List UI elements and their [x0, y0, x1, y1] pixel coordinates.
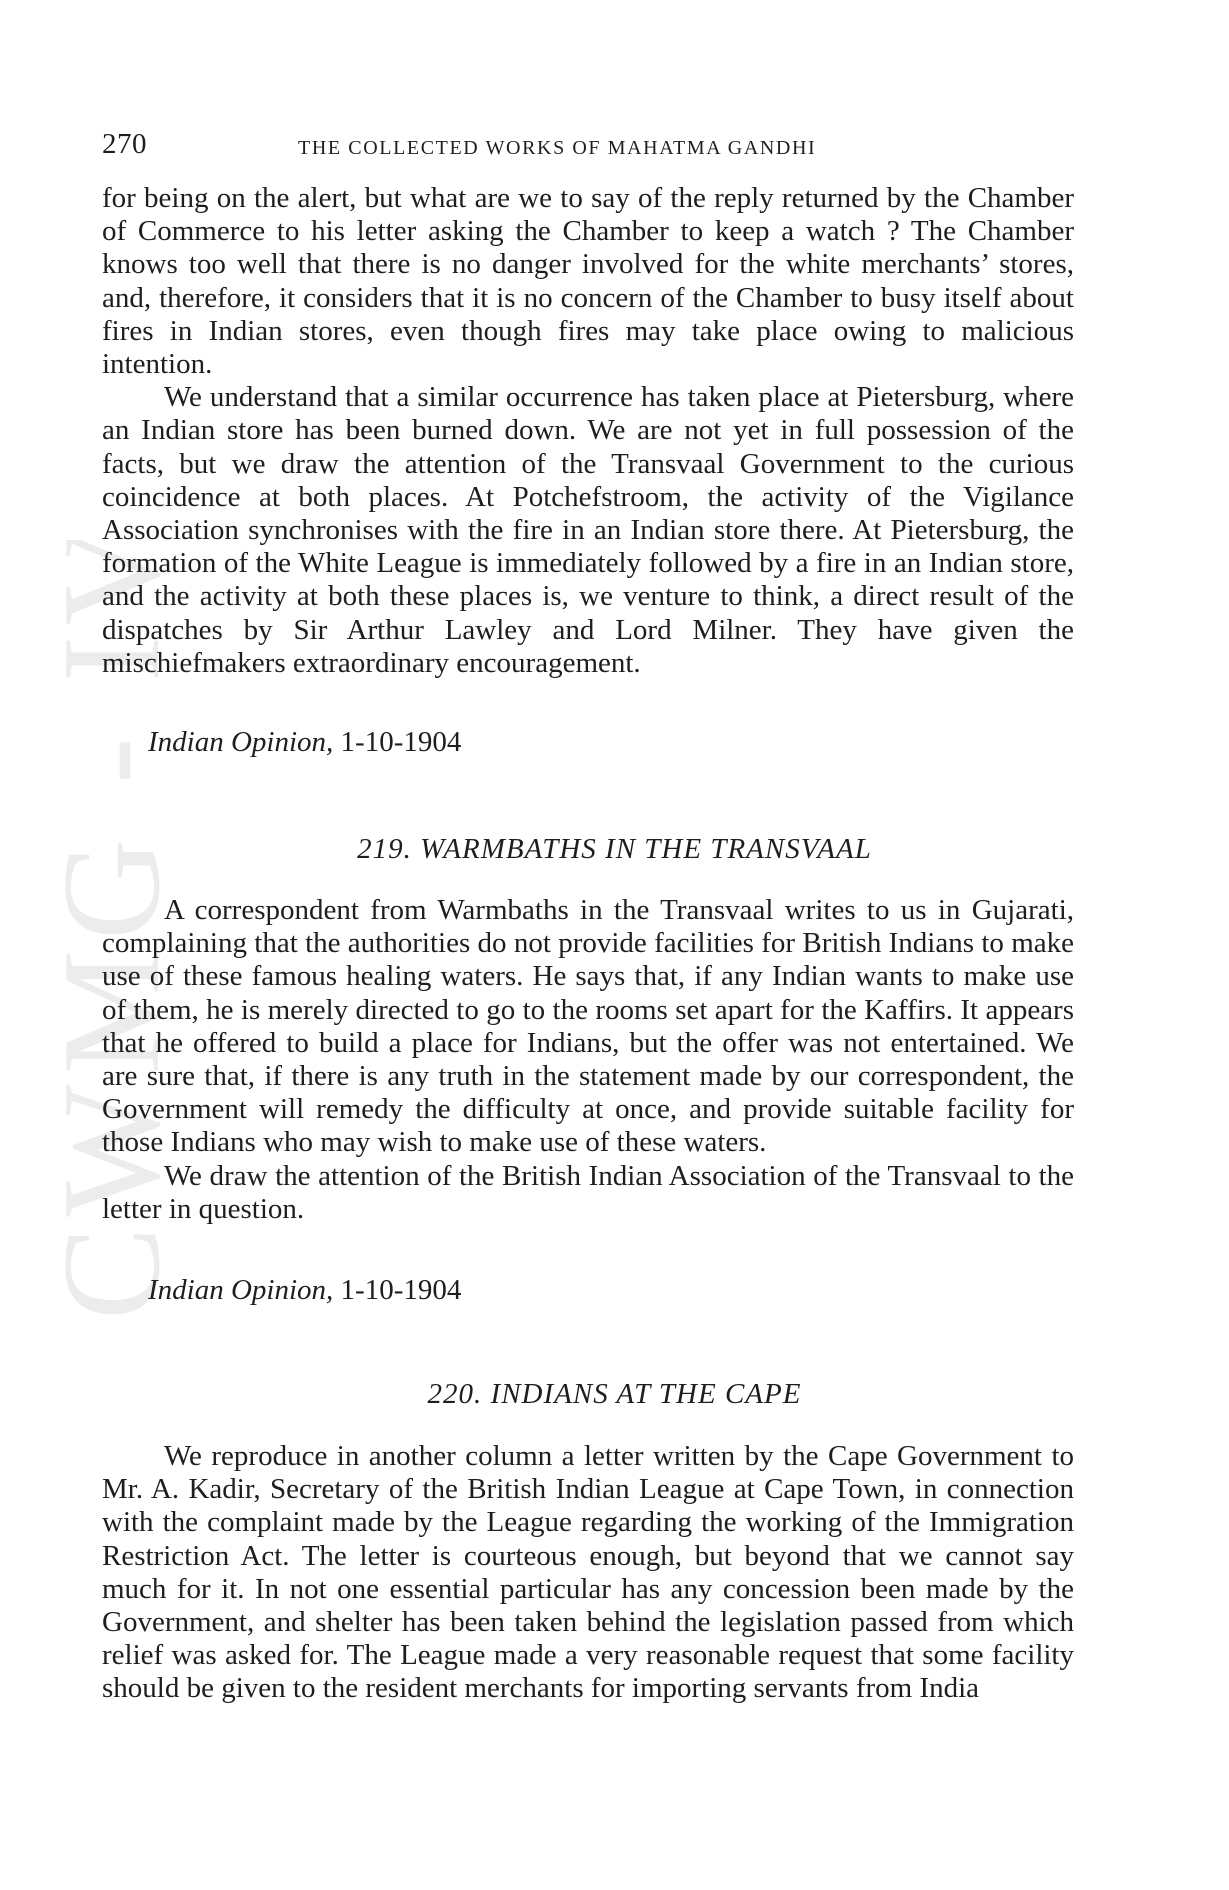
paragraph: We reproduce in another column a letter written by the Cape Government to Mr. A. Kadir, Secretary of the British Indian League at Cape Town, in connection with the complaint made by the League regarding the working of the Immigration Restriction Act. The letter is courteous enough, but beyond that we cannot say much for it. In not one essential particular has any concession been made by the Government, and shelter has been taken behind the legislation passed from which relief was asked for. The League made a very reasonable request that some facility should be given to the resident merchants for importing servants from India	[102, 1440, 1074, 1705]
source-citation	[148, 725, 461, 759]
paragraph: for being on the alert, but what are we to say of the reply returned by the Chamber of Commerce to his letter asking the Chamber to keep a watch ? The Chamber knows too well that there is no danger involved for the white merchants’ stores, and, therefore, it considers that it is no concern of the Chamber to busy itself about fires in Indian stores, even though fires may take place owing to malicious intention.	[102, 182, 1074, 381]
source-citation	[148, 1273, 461, 1307]
paragraph: We draw the attention of the British Indian Association of the Transvaal to the letter in question.	[102, 1159, 1074, 1225]
source-date: 1-10-1904	[340, 1274, 462, 1306]
running-head: THE COLLECTED WORKS OF MAHATMA GANDHI	[298, 137, 817, 159]
source-publication: Indian Opinion,	[148, 726, 334, 758]
section-title-220: 220. INDIANS AT THE CAPE	[427, 1378, 802, 1410]
page-number: 270	[102, 128, 147, 160]
source-date: 1-10-1904	[340, 726, 462, 758]
section-219-body	[102, 894, 1074, 1226]
source-publication: Indian Opinion,	[148, 1274, 334, 1306]
paragraph: We understand that a similar occurrence has taken place at Pietersburg, where an Indian store has been burned down. We are not yet in full possession of the facts, but we draw the attention of the Transvaal Government to the curious coincidence at both places. At Potchefstroom, the activity of the Vigilance Association synchronises with the fire in an Indian store there. At Pietersburg, the formation of the White League is immediately followed by a fire in an Indian store, and the activity at both these places is, we venture to think, a direct result of the dispatches by Sir Arthur Lawley and Lord Milner. They have given the mischiefmakers extraordinary encouragement.	[102, 381, 1074, 679]
section-220-body	[102, 1440, 1074, 1706]
continuation-article	[102, 182, 1074, 680]
watermark-text: CWMG I	[58, 625, 178, 1320]
page-header	[102, 128, 1072, 164]
section-title-219: 219. WARMBATHS IN THE TRANSVAAL	[357, 833, 872, 865]
paragraph: A correspondent from Warmbaths in the Transvaal writes to us in Gujarati, complaining that the authorities do not provide facilities for British Indians to make use of these famous healing waters. He says that, if any Indian wants to make use of them, he is merely directed to go to the rooms set apart for the Kaffirs. It appears that he offered to build a place for Indians, but the offer was not entertained. We are sure that, if there is any truth in the statement made by our correspondent, the Government will remedy the difficulty at once, and provide suitable facility for those Indians who may wish to make use of these waters.	[102, 894, 1074, 1159]
